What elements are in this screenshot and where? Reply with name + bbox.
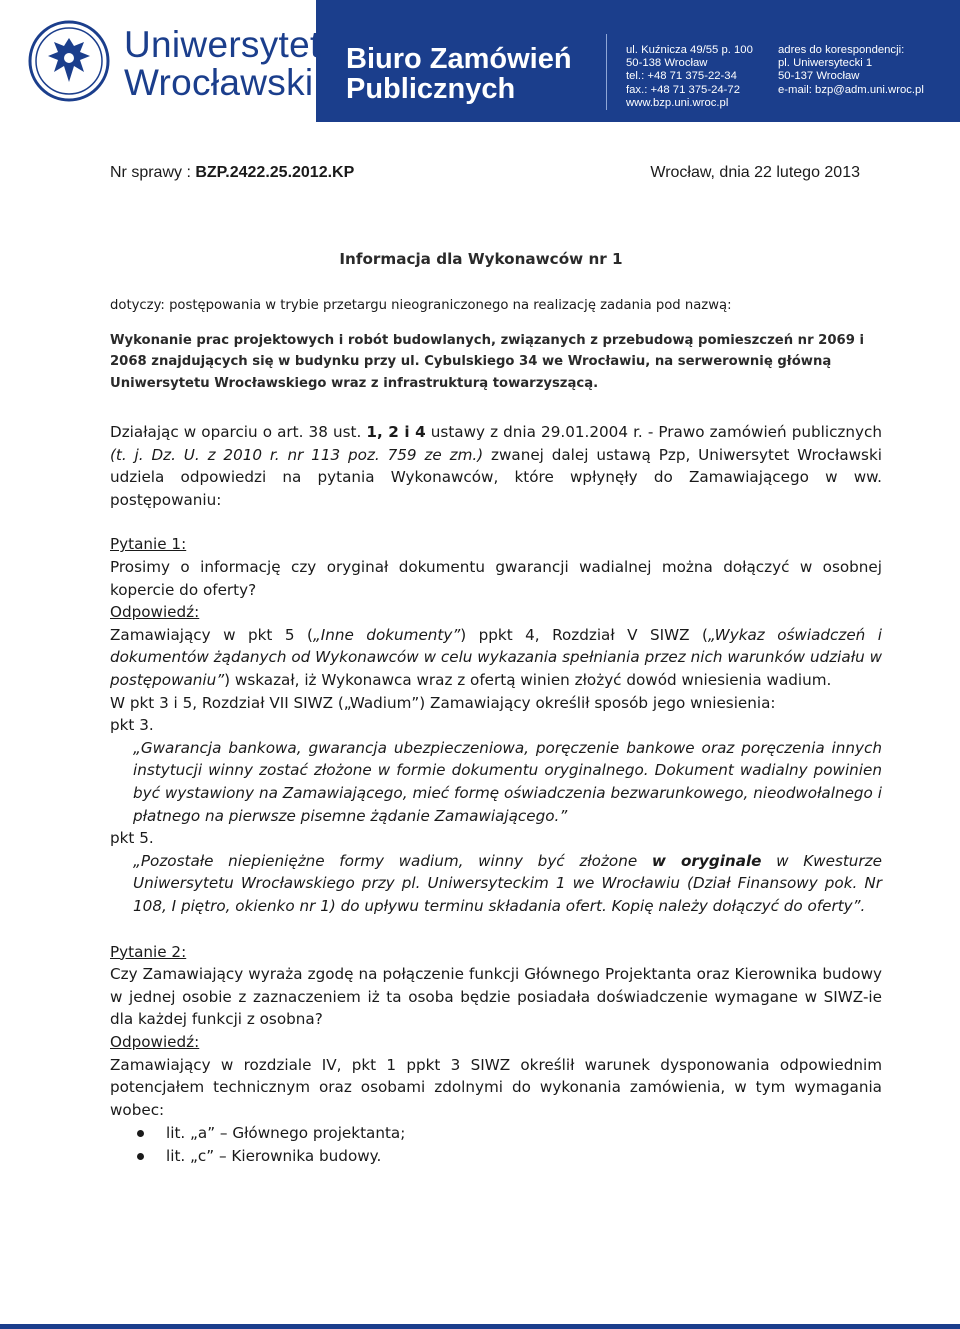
correspondence-heading: adres do korespondencji:: [778, 44, 905, 56]
text-run-bold: w oryginale: [651, 851, 762, 870]
text-run: „Pozostałe niepieniężne formy wadium, winny być złożone: [133, 851, 652, 870]
correspondence-line: pl. Uniwersytecki 1: [778, 57, 873, 70]
footer-bar: [0, 1324, 960, 1329]
letterhead-banner: [0, 0, 960, 122]
requirements-list: [110, 1122, 882, 1167]
correspondence-line: 50-137 Wrocław: [778, 70, 860, 83]
question-2-text: Czy Zamawiający wyraża zgodę na połączenie funkcji Głównego Projektanta oraz Kierownika budowy w jednej osobie z zaznaczeniem iż ta osoba będzie posiadała doświadczenie wymagane w SIWZ-ie dla każdej funkcji z osobna?: [110, 965, 882, 1029]
university-crest-icon: [28, 20, 110, 102]
text-run: Działając w oparciu o art. 38 ust.: [110, 423, 367, 442]
text-run: ustawy z dnia 29.01.2004 r. - Prawo zamówień publicznych: [425, 423, 882, 442]
legal-basis-paragraph: [110, 421, 882, 511]
answer-1-label: Odpowiedź:: [110, 603, 200, 622]
answer-1-second-paragraph: W pkt 3 i 5, Rozdział VII SIWZ („Wadium”) Zamawiający określił sposób jego wniesienia:: [110, 693, 776, 712]
address-line: 50-138 Wrocław: [626, 57, 708, 70]
header-divider: [606, 34, 607, 110]
university-name-line2: Wrocławski: [124, 62, 314, 103]
text-run: ) ppkt 4, Rozdział V SIWZ (: [460, 625, 708, 644]
fax-line: fax.: +48 71 375-24-72: [626, 83, 740, 96]
text-run-italic: „Wykaz oświadczeń i dokumentów żądanych od Wykonawców w celu wykazania spełniania przez nich warunków udziału w postępowaniu”: [110, 625, 882, 690]
correspondence-address: [778, 44, 924, 97]
text-run: zwanej dalej ustawą Pzp, Uniwersytet Wrocławski udziela odpowiedzi na pytania Wykonawców, które wpłynęły do Zamawiającego w ww. postępowaniu:: [110, 445, 882, 509]
text-run-italic: „Inne dokumenty”: [312, 625, 461, 644]
answer-1-paragraph: [110, 624, 882, 692]
university-logo: [0, 0, 321, 122]
point-5-label: pkt 5.: [110, 829, 154, 848]
question-1-label: Pytanie 1:: [110, 535, 187, 554]
list-item: lit. „c” – Kierownika budowy.: [110, 1145, 882, 1168]
question-1-text: Prosimy o informację czy oryginał dokumentu gwarancji wadialnej można dołączyć w osobnej kopercie do oferty?: [110, 558, 882, 599]
question-2-label: Pytanie 2:: [110, 942, 187, 961]
point-3-quote: „Gwarancja bankowa, gwarancja ubezpieczeniowa, poręczenie bankowe oraz poręczenia innych instytucji winny zostać złożone w formie dokumentu oryginalnego. Dokument wadialny powinien być wystawiony na Zamawiającego, mieć formę oświadczenia bezwarunkowego, nieodwołalnego i płatnego na pierwsze pisemne żądanie Zamawiającego.”: [133, 738, 882, 825]
email-link[interactable]: e-mail: bzp@adm.uni.wroc.pl: [778, 83, 924, 96]
office-address: [626, 44, 753, 110]
list-item: lit. „a” – Głównego projektanta;: [110, 1122, 882, 1145]
university-name-line1: Uniwersytet: [124, 24, 321, 65]
place-and-date: Wrocław, dnia 22 lutego 2013: [650, 164, 860, 181]
phone-line: tel.: +48 71 375-22-34: [626, 70, 737, 83]
procurement-subject: Wykonanie prac projektowych i robót budowlanych, związanych z przebudową pomieszczeń nr 2069 i 2068 znajdujących się w budynku przy ul. Cybulskiego 34 we Wrocławiu, na serwerownię główną Uniwersytetu Wrocławskiego wraz z infrastrukturą towarzyszącą.: [110, 332, 864, 391]
text-run: w Kwesturze Uniwersytetu Wrocławskiego przy pl. Uniwersyteckim 1 we Wrocławiu (Dział Finansowy pok. Nr 108, I piętro, okienko nr 1) do upływu terminu składania ofert. Kopię należy dołączyć do oferty”.: [133, 851, 882, 915]
document-body: [110, 162, 882, 1168]
text-run: Zamawiający w pkt 5 (: [110, 625, 313, 644]
answer-2-text: Zamawiający w rozdziale IV, pkt 1 ppkt 3 SIWZ określił warunek dysponowania odpowiednim potencjałem technicznym oraz osobami zdolnymi do wykonania zamówienia, w tym wymagania wobec:: [110, 1055, 882, 1119]
university-name: [124, 26, 321, 102]
document-meta: [110, 162, 882, 186]
case-number-value: BZP.2422.25.2012.KP: [195, 164, 355, 181]
text-run: ) wskazał, iż Wykonawca wraz z ofertą winien złożyć dowód wniesienia wadium.: [224, 671, 832, 690]
address-line: ul. Kuźnicza 49/55 p. 100: [626, 44, 753, 56]
answer-2-label: Odpowiedź:: [110, 1032, 200, 1051]
office-name-line2: Publicznych: [346, 73, 516, 105]
text-run-bold: 1, 2 i 4: [366, 423, 426, 442]
point-3-label: pkt 3.: [110, 716, 154, 735]
case-number-prefix: Nr sprawy :: [110, 164, 196, 181]
case-number: [110, 162, 354, 185]
concerns-line: dotyczy: postępowania w trybie przetargu nieograniczonego na realizację zadania pod nazwą:: [110, 297, 732, 313]
document-title: Informacja dla Wykonawców nr 1: [339, 250, 623, 268]
point-5-quote: [110, 850, 882, 918]
text-run-italic: (t. j. Dz. U. z 2010 r. nr 113 poz. 759 ze zm.): [110, 445, 484, 464]
office-name: [346, 44, 572, 104]
office-name-line1: Biuro Zamówień: [346, 43, 572, 75]
website-link[interactable]: www.bzp.uni.wroc.pl: [626, 96, 729, 109]
